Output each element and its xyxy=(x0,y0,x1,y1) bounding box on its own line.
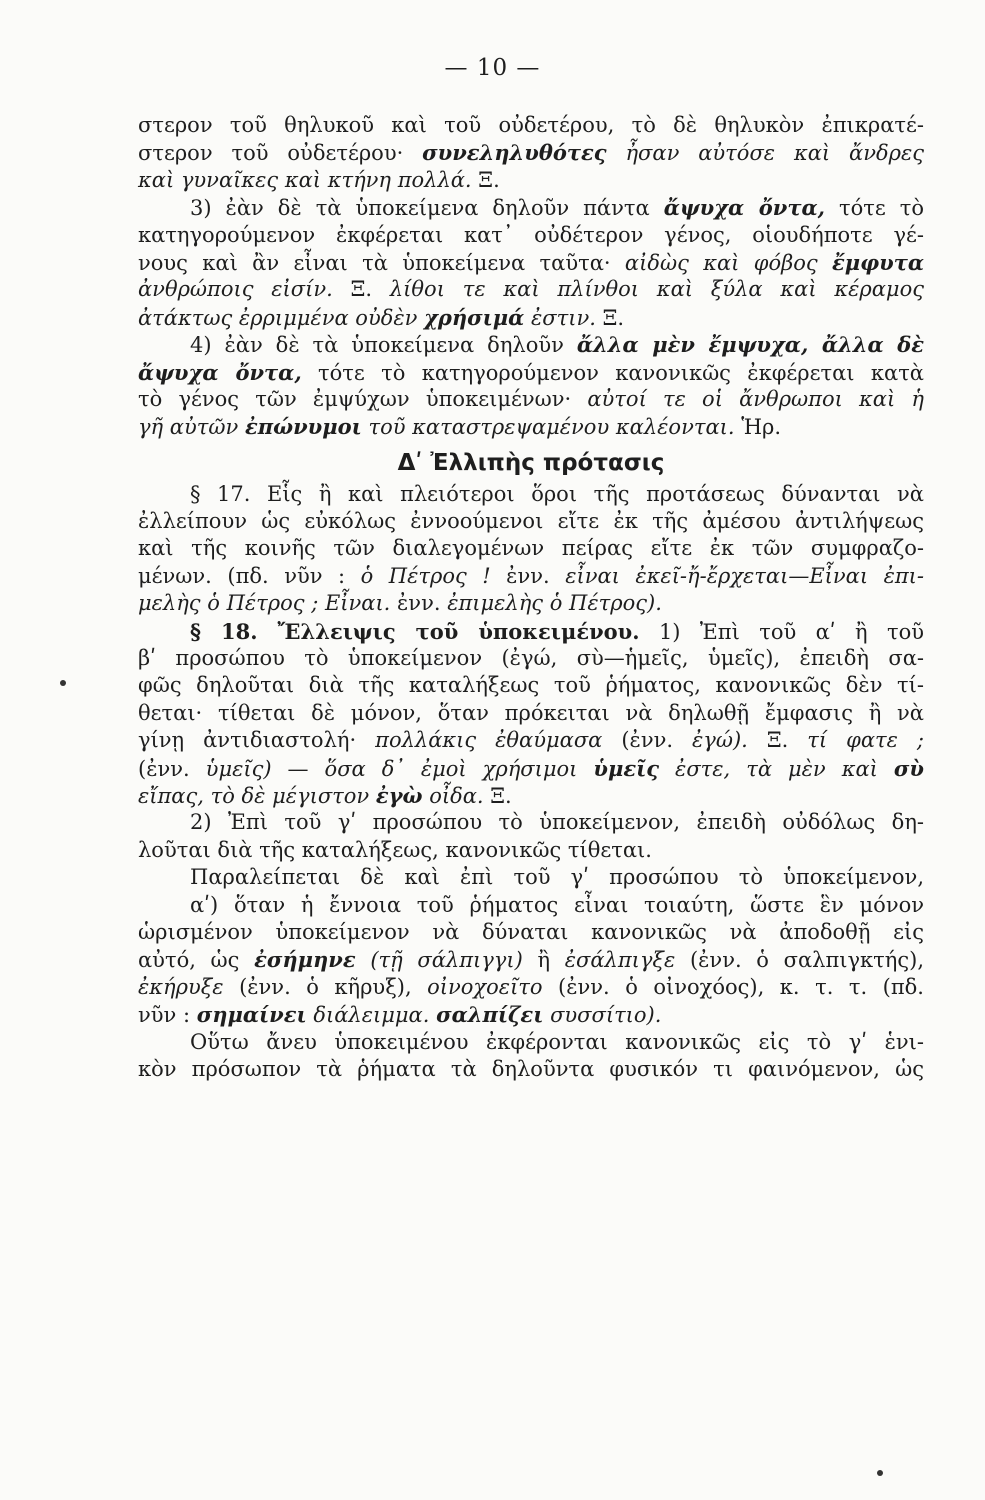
text-line: ἄψυχα ὄντα, τότε τὸ κατηγορούμενον κανονικῶς ἐκφέρεται κατὰ xyxy=(138,359,924,385)
text-line: λοῦται διὰ τῆς καταλήξεως, κανονικῶς τίθεται. xyxy=(138,837,652,862)
text-line: γίνῃ ἀντιδιαστολή· πολλάκις ἐθαύμασα (ἐνν. ἐγώ). Ξ. τί φατε ; xyxy=(138,728,924,753)
text-line: (ἐνν. ὑμεῖς) — ὅσα δ᾽ ἐμοὶ χρήσιμοι ὑμεῖς ἐστε, τὰ μὲν καὶ σὺ xyxy=(138,755,924,781)
text-line: Παραλείπεται δὲ καὶ ἐπὶ τοῦ γʹ προσώπου τὸ ὑποκείμενον, xyxy=(190,865,924,890)
text-line: ἐλλείπουν ὡς εὐκόλως ἐννοούμενοι εἴτε ἐκ τῆς ἀμέσου ἀντιλήψεως xyxy=(138,509,924,534)
text-line: γῆ αὐτῶν ἐπώνυμοι τοῦ καταστρεψαμένου καλέονται. Ἡρ. xyxy=(138,414,782,440)
text-line: § 18. Ἔλλειψις τοῦ ὑποκειμένου. 1) Ἐπὶ τοῦ αʹ ἢ τοῦ xyxy=(190,618,925,644)
text-line: κατηγορούμενον ἐκφέρεται κατ᾽ οὐδέτερον γένος, οἱουδήποτε γέ- xyxy=(138,222,924,247)
ink-speck-mark xyxy=(877,1470,883,1476)
text-line: αʹ) ὅταν ἡ ἔννοια τοῦ ῥήματος εἶναι τοιαύτη, ὥστε ἓν μόνον xyxy=(190,892,924,917)
text-line: θεται· τίθεται δὲ μόνον, ὅταν πρόκειται νὰ δηλωθῇ ἔμφασις ἢ νὰ xyxy=(138,700,924,725)
text-line: στερον τοῦ οὐδετέρου· συνεληλυθότες ἦσαν αὐτόσε καὶ ἄνδρες xyxy=(138,140,924,166)
text-line: νους καὶ ἂν εἶναι τὰ ὑποκείμενα ταῦτα· αἰδὼς καὶ φόβος ἔμφυτα xyxy=(138,249,924,275)
text-line: καὶ τῆς κοινῆς τῶν διαλεγομένων πείρας εἴτε ἐκ τῶν συμφραζο- xyxy=(138,536,924,561)
text-line: στερον τοῦ θηλυκοῦ καὶ τοῦ οὐδετέρου, τὸ δὲ θηλυκὸν ἐπικρατέ- xyxy=(138,113,924,137)
text-line: ὡρισμένον ὑποκείμενον νὰ δύναται κανονικῶς νὰ ἀποδοθῇ εἰς xyxy=(138,919,924,944)
text-line: μελὴς ὁ Πέτρος ; Εἶναι. ἐνν. ἐπιμελὴς ὁ Πέτρος). xyxy=(138,591,662,616)
ink-speck-mark xyxy=(60,680,66,686)
text-line: τὸ γένος τῶν ἐμψύχων ὑποκειμένων· αὐτοί τε οἱ ἄνθρωποι καὶ ἡ xyxy=(138,386,924,411)
text-line: ἀτάκτως ἐρριμμένα οὐδὲν χρήσιμά ἐστιν. Ξ. xyxy=(138,304,625,330)
page-number: — 10 — xyxy=(444,55,541,81)
text-line: Οὕτω ἄνευ ὑποκειμένου ἐκφέρονται κανονικῶς εἰς τὸ γʹ ἑνι- xyxy=(190,1029,924,1054)
section-heading: Δʹ Ἐλλιπὴς πρότασις xyxy=(397,449,665,476)
text-line: βʹ προσώπου τὸ ὑποκείμενον (ἐγώ, σὺ—ἡμεῖς, ὑμεῖς), ἐπειδὴ σα- xyxy=(138,646,924,671)
text-line: εἴπας, τὸ δὲ μέγιστον ἐγὼ οἶδα. Ξ. xyxy=(138,782,512,808)
text-line: καὶ γυναῖκες καὶ κτήνη πολλά. Ξ. xyxy=(138,167,500,192)
text-line: αὐτό, ὡς ἐσήμηνε (τῇ σάλπιγγι) ἢ ἐσάλπιγξε (ἐνν. ὁ σαλπιγκτής), xyxy=(138,947,924,973)
text-line: 3) ἐὰν δὲ τὰ ὑποκείμενα δηλοῦν πάντα ἄψυχα ὄντα, τότε τὸ xyxy=(190,195,925,221)
text-line: ἀνθρώποις εἰσίν. Ξ. λίθοι τε καὶ πλίνθοι καὶ ξύλα καὶ κέραμος xyxy=(138,277,924,302)
text-line: 4) ἐὰν δὲ τὰ ὑποκείμενα δηλοῦν ἄλλα μὲν ἔμψυχα, ἄλλα δὲ xyxy=(190,332,925,358)
body-text xyxy=(138,112,924,1083)
text-line: ἐκήρυξε (ἐνν. ὁ κῆρυξ), οἰνοχοεῖτο (ἐνν. ὁ οἰνοχόος), κ. τ. τ. (πδ. xyxy=(138,974,924,999)
text-line: μένων. (πδ. νῦν : ὁ Πέτρος ! ἐνν. εἶναι ἐκεῖ-ἤ-ἔρχεται—Εἶναι ἐπι- xyxy=(138,563,925,588)
text-line: νῦν : σημαίνει διάλειμμα. σαλπίζει συσσίτιο). xyxy=(138,1002,662,1028)
text-line: § 17. Εἷς ἢ καὶ πλειότεροι ὅροι τῆς προτάσεως δύνανται νὰ xyxy=(190,481,924,506)
text-line: κὸν πρόσωπον τὰ ῥήματα τὰ δηλοῦντα φυσικόν τι φαινόμενον, ὡς xyxy=(138,1056,924,1081)
text-line: 2) Ἐπὶ τοῦ γʹ προσώπου τὸ ὑποκείμενον, ἐπειδὴ οὐδόλως δη- xyxy=(190,810,924,835)
text-line: φῶς δηλοῦται διὰ τῆς καταλήξεως τοῦ ῥήματος, κανονικῶς δὲν τί- xyxy=(138,673,924,698)
